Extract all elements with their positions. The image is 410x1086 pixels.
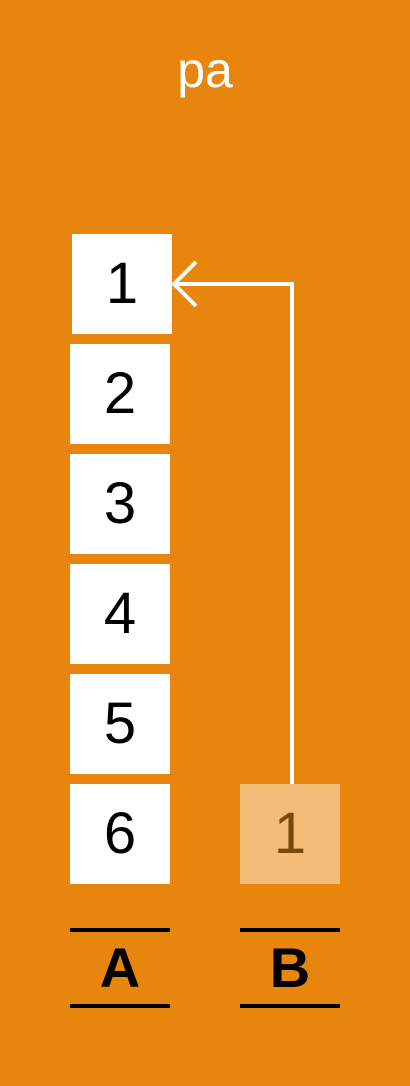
stack-b-label: B: [240, 928, 340, 1008]
arrowhead-icon: [174, 262, 196, 306]
diagram-title: pa: [177, 42, 233, 98]
stack-b-card-1: 1: [240, 784, 340, 884]
stack-a-label: A: [70, 928, 170, 1008]
stack-a-card-2: 2: [70, 344, 170, 444]
stack-a-card-3: 3: [70, 454, 170, 554]
move-arrow-line: [174, 284, 292, 784]
stack-a-card-6: 6: [70, 784, 170, 884]
stack-a-card-5: 5: [70, 674, 170, 774]
stack-a-card-4: 4: [70, 564, 170, 664]
stack-a-card-1: 1: [72, 234, 172, 334]
